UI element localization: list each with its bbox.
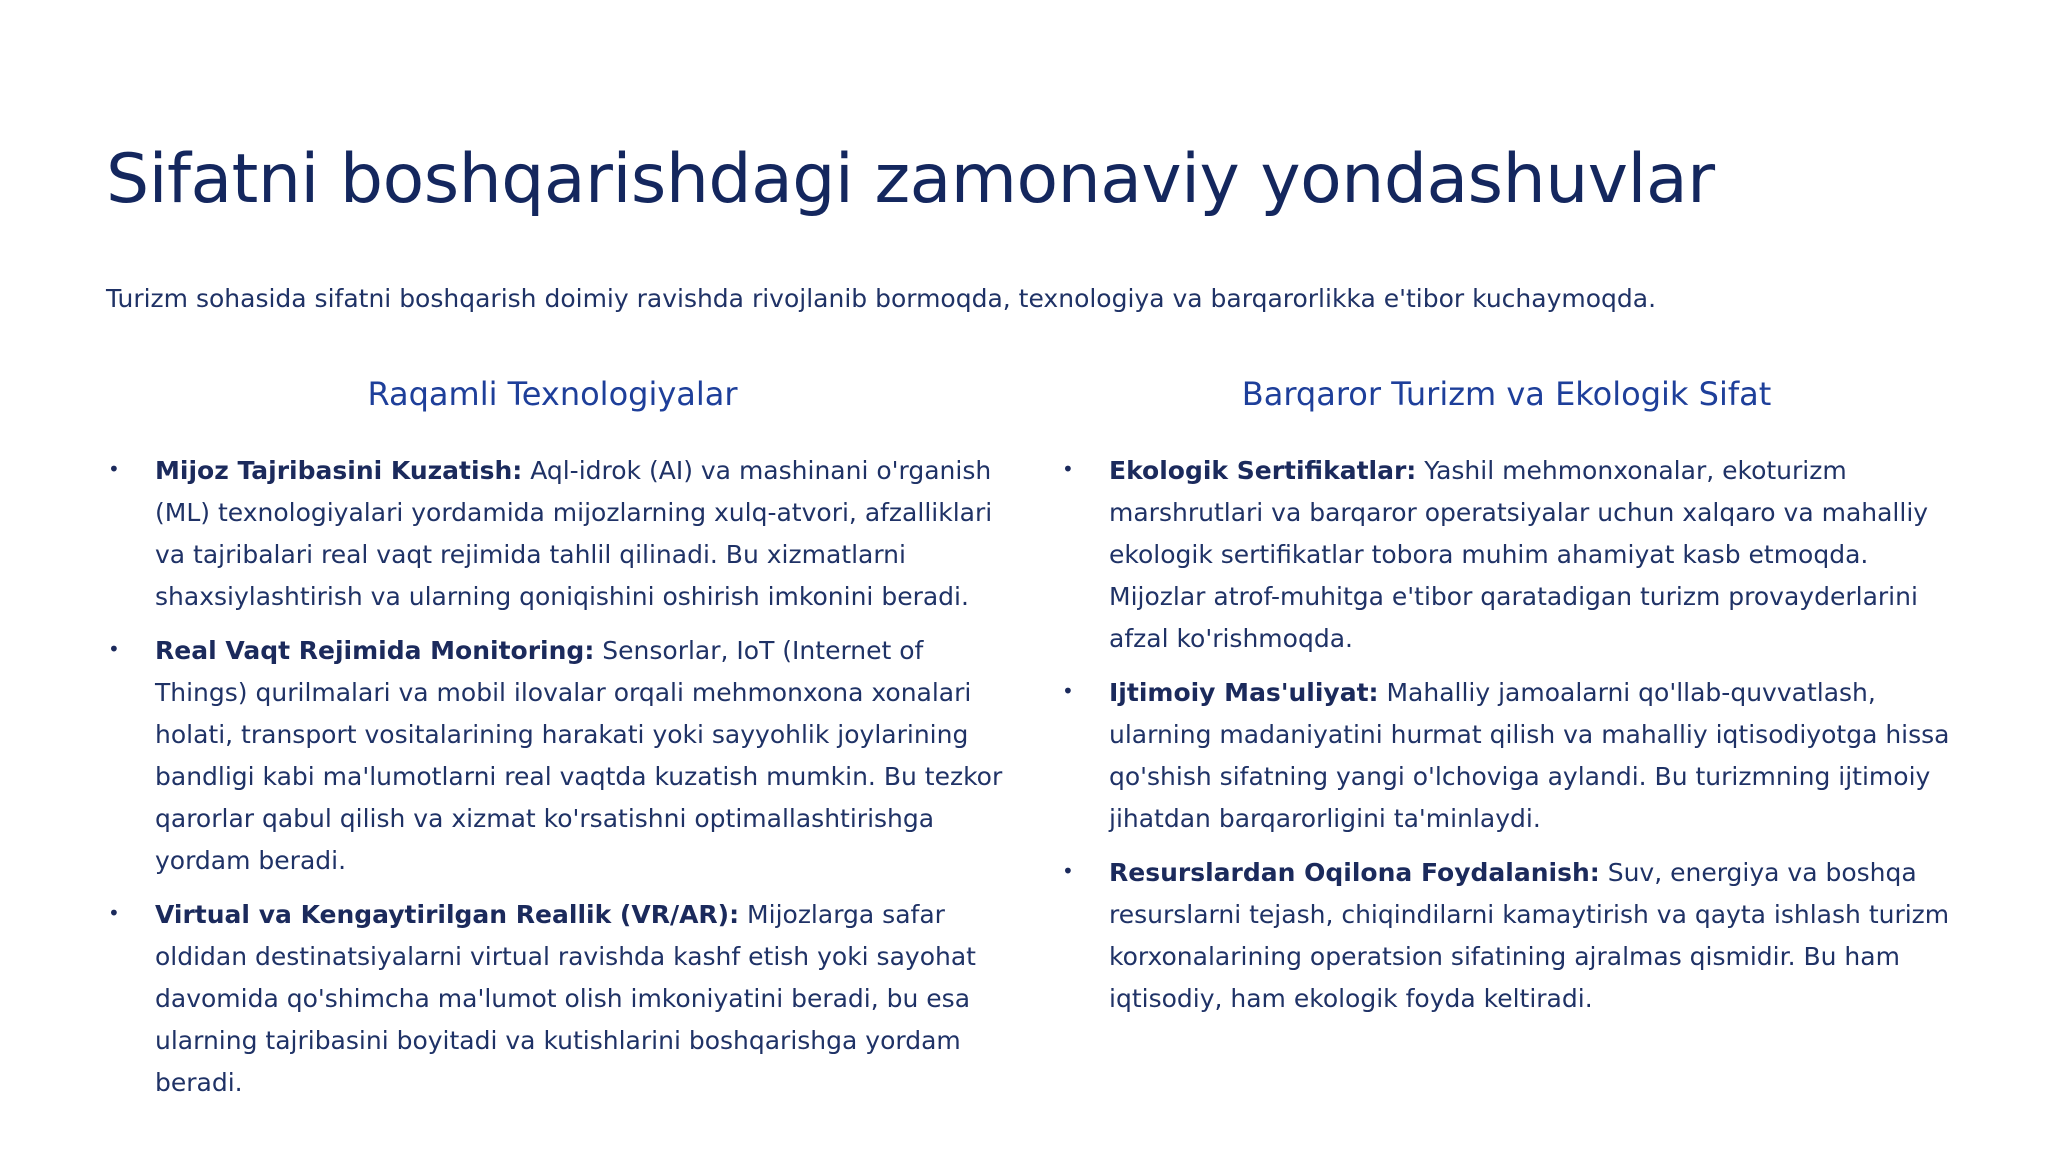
item-title: Real Vaqt Rejimida Monitoring:	[155, 636, 595, 665]
item-text: Suv, energiya va boshqa resurslarni tejash, chiqindilarni kamaytirish va qayta ishlash turizm korxonalarining operatsion sifatining ajralmas qismidir. Bu ham iqtisodiy, ham ekologik foyda keltiradi.	[1109, 858, 1950, 1013]
column-heading: Raqamli Texnologiyalar	[367, 375, 738, 413]
item-text: Mahalliy jamoalarni qo'llab-quvvatlash, ularning madaniyatini hurmat qilish va mahalliy iqtisodiyotga hissa qo'shish sifatning yangi o'lchoviga aylandi. Bu turizmning ijtimoiy jihatdan barqarorligini ta'minlaydi.	[1109, 678, 1950, 833]
list-item	[1060, 672, 1960, 840]
page-subtitle: Turizm sohasida sifatni boshqarish doimiy ravishda rivojlanib bormoqda, texnologiya va barqarorlikka e'tibor kuchaymoqda.	[106, 284, 1657, 313]
bullet-icon: •	[1062, 679, 1074, 703]
item-text: Sensorlar, IoT (Internet of Things) qurilmalari va mobil ilovalar orqali mehmonxona xonalari holati, transport vositalarining harakati yoki sayyohlik joylarining bandligi kabi ma'lumotlarni real vaqtda kuzatish mumkin. Bu tezkor qarorlar qabul qilish va xizmat ko'rsatishni optimallashtirishga yordam beradi.	[155, 636, 1003, 875]
list-item	[1060, 852, 1960, 1020]
bullet-list	[106, 450, 1006, 1104]
bullet-icon: •	[108, 637, 120, 661]
item-text: Aql-idrok (AI) va mashinani o'rganish (ML) texnologiyalari yordamida mijozlarning xulq-atvori, afzalliklari va tajribalari real vaqt rejimida tahlil qilinadi. Bu xizmatlarni shaxsiylashtirish va ularning qoniqishini oshirish imkonini beradi.	[155, 456, 993, 611]
item-title: Virtual va Kengaytirilgan Reallik (VR/AR):	[155, 900, 740, 929]
list-item	[106, 894, 1006, 1104]
column-sustainable-tourism	[1060, 372, 1960, 1032]
item-title: Mijoz Tajribasini Kuzatish:	[155, 456, 523, 485]
page-title: Sifatni boshqarishdagi zamonaviy yondashuvlar	[106, 140, 1715, 219]
item-title: Ijtimoiy Mas'uliyat:	[1109, 678, 1379, 707]
item-title: Resurslardan Oqilona Foydalanish:	[1109, 858, 1600, 887]
item-text: Mijozlarga safar oldidan destinatsiyalarni virtual ravishda kashf etish yoki sayohat davomida qo'shimcha ma'lumot olish imkoniyatini beradi, bu esa ularning tajribasini boyitadi va kutishlarini boshqarishga yordam beradi.	[155, 900, 976, 1097]
bullet-icon: •	[108, 457, 120, 481]
list-item	[1060, 450, 1960, 660]
bullet-list	[1060, 450, 1960, 1020]
list-item	[106, 630, 1006, 882]
column-digital-technologies	[106, 372, 1006, 1116]
column-heading: Barqaror Turizm va Ekologik Sifat	[1241, 375, 1772, 413]
item-title: Ekologik Sertifikatlar:	[1109, 456, 1417, 485]
item-text: Yashil mehmonxonalar, ekoturizm marshrutlari va barqaror operatsiyalar uchun xalqaro va mahalliy ekologik sertifikatlar tobora muhim ahamiyat kasb etmoqda. Mijozlar atrof-muhitga e'tibor qaratadigan turizm provayderlarini afzal ko'rishmoqda.	[1109, 456, 1929, 653]
bullet-icon: •	[1062, 457, 1074, 481]
bullet-icon: •	[108, 901, 120, 925]
list-item	[106, 450, 1006, 618]
bullet-icon: •	[1062, 859, 1074, 883]
